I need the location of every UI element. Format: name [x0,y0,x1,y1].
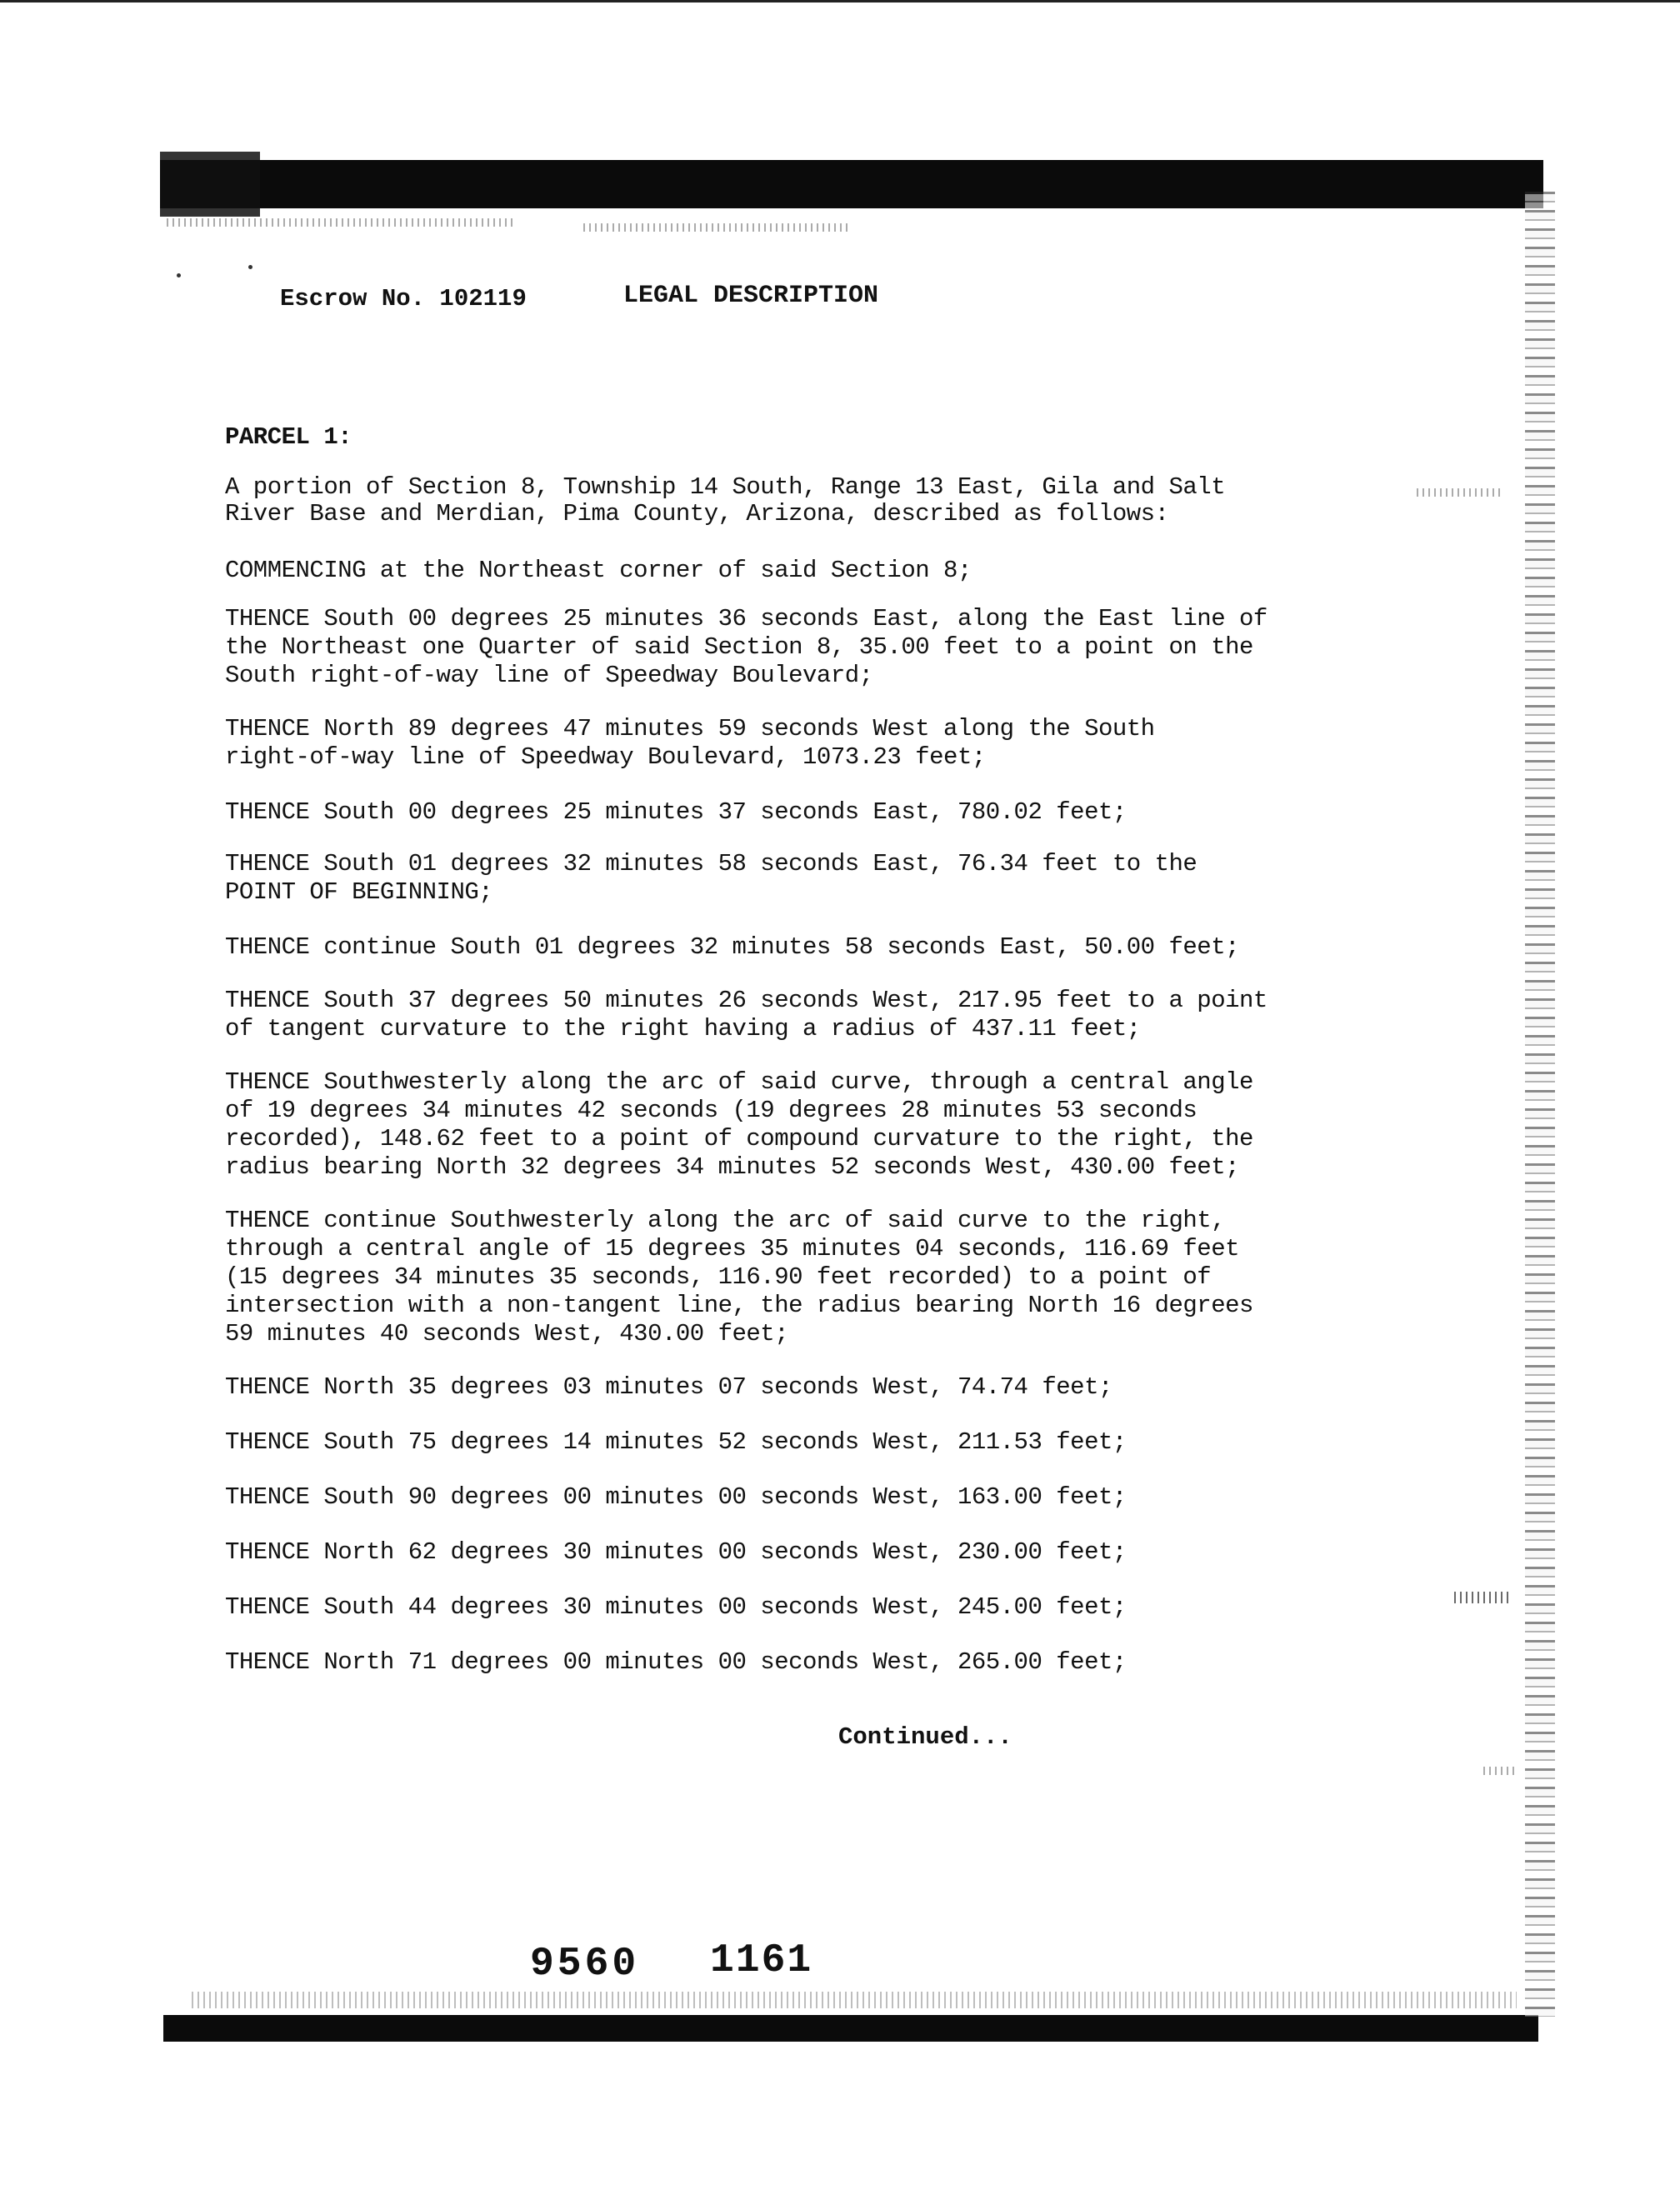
text-line: THENCE Southwesterly along the arc of said curve, through a central angle [225,1068,1253,1096]
text-line: right-of-way line of Speedway Boulevard, 1073.23 feet; [225,743,986,771]
scan-right-edge [1525,192,1555,2017]
text-line: THENCE continue South 01 degrees 32 minutes 58 seconds East, 50.00 feet; [225,933,1240,961]
page-number-suffix: 1161 [710,1938,813,1983]
text-line: THENCE North 35 degrees 03 minutes 07 seconds West, 74.74 feet; [225,1373,1112,1401]
parcel-label: PARCEL 1: [225,423,352,451]
text-line: THENCE continue Southwesterly along the arc of said curve to the right, [225,1207,1226,1234]
text-line: THENCE North 89 degrees 47 minutes 59 seconds West along the South [225,715,1155,742]
text-line: radius bearing North 32 degrees 34 minutes 52 seconds West, 430.00 feet; [225,1153,1240,1181]
text-line: intersection with a non-tangent line, the radius bearing North 16 degrees [225,1292,1253,1319]
text-line: the Northeast one Quarter of said Section 8, 35.00 feet to a point on the [225,633,1253,661]
scan-noise [1417,488,1500,497]
text-line: THENCE South 44 degrees 30 minutes 00 seconds West, 245.00 feet; [225,1593,1127,1621]
text-line: THENCE South 00 degrees 25 minutes 37 seconds East, 780.02 feet; [225,798,1127,826]
text-line: THENCE North 71 degrees 00 minutes 00 seconds West, 265.00 feet; [225,1648,1127,1676]
escrow-number: Escrow No. 102119 [280,285,527,312]
text-line: 59 minutes 40 seconds West, 430.00 feet; [225,1320,789,1348]
scan-top-band [160,160,1543,208]
text-line: THENCE South 90 degrees 00 minutes 00 seconds West, 163.00 feet; [225,1483,1127,1511]
text-line: (15 degrees 34 minutes 35 seconds, 116.90 feet recorded) to a point of [225,1263,1212,1291]
text-line: THENCE North 62 degrees 30 minutes 00 seconds West, 230.00 feet; [225,1538,1127,1566]
continued-label: Continued... [838,1723,1012,1751]
text-line: recorded), 148.62 feet to a point of compound curvature to the right, the [225,1125,1253,1152]
text-line: of tangent curvature to the right having a radius of 437.11 feet; [225,1015,1141,1042]
scan-noise [167,218,517,227]
scan-noise [192,1992,1517,2008]
text-line: THENCE South 01 degrees 32 minutes 58 seconds East, 76.34 feet to the [225,850,1198,878]
text-line: POINT OF BEGINNING; [225,878,493,906]
text-line: through a central angle of 15 degrees 35 minutes 04 seconds, 116.69 feet [225,1235,1240,1262]
text-line: THENCE South 75 degrees 14 minutes 52 seconds West, 211.53 feet; [225,1428,1127,1456]
document-title: LEGAL DESCRIPTION [623,282,879,310]
top-border-line [0,0,1680,2]
scan-bottom-band [163,2015,1538,2042]
text-line: COMMENCING at the Northeast corner of said Section 8; [225,557,972,584]
scan-speckle [177,273,181,278]
scan-noise [1483,1767,1517,1775]
text-line: THENCE South 00 degrees 25 minutes 36 seconds East, along the East line of [225,605,1268,632]
scan-speckle [248,265,252,269]
scan-noise [1454,1592,1512,1603]
text-line: THENCE South 37 degrees 50 minutes 26 seconds West, 217.95 feet to a point [225,987,1268,1014]
page-number: 9560 [530,1942,640,1987]
text-line: River Base and Merdian, Pima County, Arizona, described as follows: [225,500,1169,528]
text-line: of 19 degrees 34 minutes 42 seconds (19 degrees 28 minutes 53 seconds [225,1097,1198,1124]
text-line: South right-of-way line of Speedway Boulevard; [225,662,873,689]
text-line: A portion of Section 8, Township 14 South, Range 13 East, Gila and Salt [225,473,1226,501]
scan-noise [583,223,850,232]
